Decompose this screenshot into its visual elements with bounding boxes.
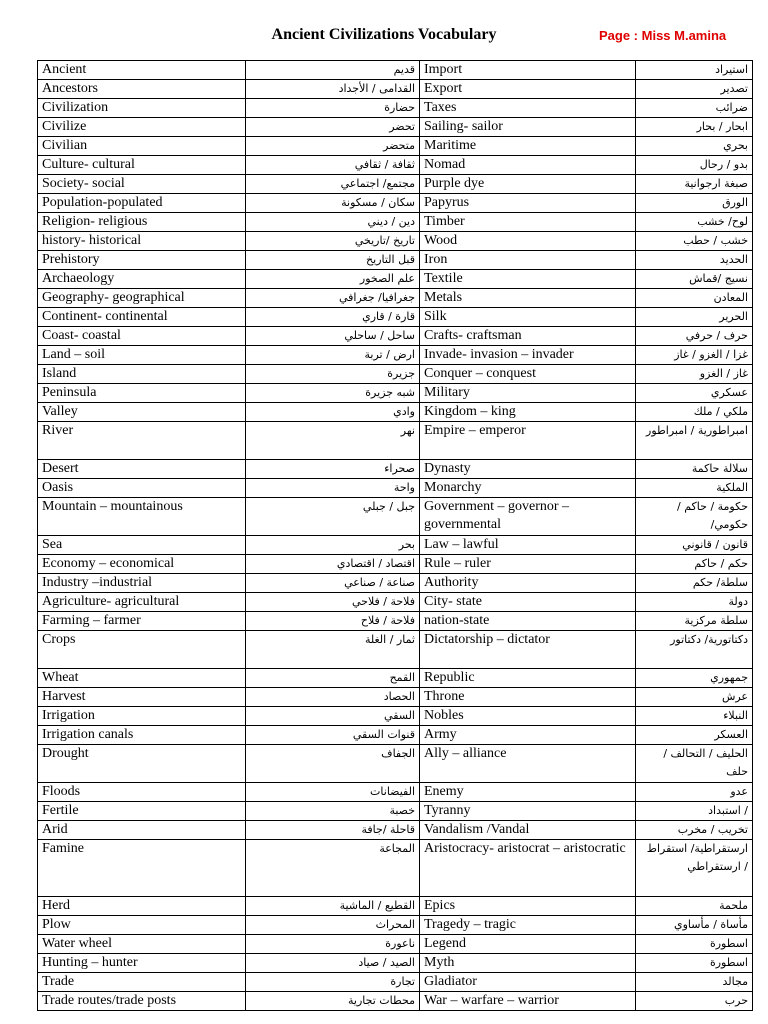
english-term: Drought: [38, 745, 246, 783]
arabic-translation: الملكية: [636, 479, 753, 498]
english-term: Wood: [420, 232, 636, 251]
english-term: Monarchy: [420, 479, 636, 498]
arabic-translation: تخريب / مخرب: [636, 821, 753, 840]
arabic-translation: جبل / جبلي: [246, 498, 420, 536]
arabic-translation: مجتمع/ اجتماعي: [246, 175, 420, 194]
english-term: Irrigation: [38, 707, 246, 726]
english-term: Silk: [420, 308, 636, 327]
arabic-translation: حكومة / حاكم / حكومي/: [636, 498, 753, 536]
english-term: Oasis: [38, 479, 246, 498]
english-term: Conquer – conquest: [420, 365, 636, 384]
english-term: Nomad: [420, 156, 636, 175]
english-term: Herd: [38, 897, 246, 916]
arabic-translation: بحر: [246, 536, 420, 555]
arabic-translation: / استبداد: [636, 802, 753, 821]
arabic-translation: ناعورة: [246, 935, 420, 954]
arabic-translation: تحضر: [246, 118, 420, 137]
arabic-translation: نسيج /قماش: [636, 270, 753, 289]
arabic-translation: الفيضانات: [246, 783, 420, 802]
vocab-row: [38, 536, 753, 555]
arabic-translation: علم الصخور: [246, 270, 420, 289]
arabic-translation: عرش: [636, 688, 753, 707]
english-term: Authority: [420, 574, 636, 593]
english-term: Aristocracy- aristocrat – aristocratic: [420, 840, 636, 897]
arabic-translation: العسكر: [636, 726, 753, 745]
vocab-row: [38, 194, 753, 213]
english-term: Nobles: [420, 707, 636, 726]
english-term: Trade routes/trade posts: [38, 992, 246, 1011]
arabic-translation: فلاحة / فلاحي: [246, 593, 420, 612]
arabic-translation: حكم / حاكم: [636, 555, 753, 574]
arabic-translation: قاحلة /جافة: [246, 821, 420, 840]
page-author-tag: Page : Miss M.amina: [599, 28, 727, 43]
arabic-translation: المجاعة: [246, 840, 420, 897]
vocab-row: [38, 992, 753, 1011]
vocab-row: [38, 897, 753, 916]
english-term: Empire – emperor: [420, 422, 636, 460]
arabic-translation: ابحار / بحار: [636, 118, 753, 137]
arabic-translation: دين / ديني: [246, 213, 420, 232]
english-term: Gladiator: [420, 973, 636, 992]
arabic-translation: دكتاتورية/ دكتاتور: [636, 631, 753, 669]
arabic-translation: عسكري: [636, 384, 753, 403]
english-term: Tragedy – tragic: [420, 916, 636, 935]
arabic-translation: متحضر: [246, 137, 420, 156]
arabic-translation: غاز / الغزو: [636, 365, 753, 384]
english-term: Desert: [38, 460, 246, 479]
english-term: Coast- coastal: [38, 327, 246, 346]
english-term: Valley: [38, 403, 246, 422]
arabic-translation: القدامى / الأجداد: [246, 80, 420, 99]
vocab-row: [38, 156, 753, 175]
english-term: Epics: [420, 897, 636, 916]
english-term: Army: [420, 726, 636, 745]
english-term: Ancestors: [38, 80, 246, 99]
arabic-translation: جغرافيا/ جغرافي: [246, 289, 420, 308]
english-term: Economy – economical: [38, 555, 246, 574]
arabic-translation: النبلاء: [636, 707, 753, 726]
english-term: Government – governor – governmental: [420, 498, 636, 536]
english-term: Fertile: [38, 802, 246, 821]
arabic-translation: بدو / رحال: [636, 156, 753, 175]
arabic-translation: جمهوري: [636, 669, 753, 688]
arabic-translation: تاريخ /تاريخي: [246, 232, 420, 251]
arabic-translation: فلاحة / فلاح: [246, 612, 420, 631]
english-term: Continent- continental: [38, 308, 246, 327]
english-term: Civilian: [38, 137, 246, 156]
arabic-translation: ملحمة: [636, 897, 753, 916]
vocab-row: [38, 308, 753, 327]
vocab-row: [38, 346, 753, 365]
english-term: Irrigation canals: [38, 726, 246, 745]
arabic-translation: اقتصاد / اقتصادي: [246, 555, 420, 574]
english-term: Dynasty: [420, 460, 636, 479]
arabic-translation: ارض / تربة: [246, 346, 420, 365]
arabic-translation: صبغة ارجوانية: [636, 175, 753, 194]
english-term: Legend: [420, 935, 636, 954]
english-term: Population-populated: [38, 194, 246, 213]
english-term: Textile: [420, 270, 636, 289]
arabic-translation: لوح/ خشب: [636, 213, 753, 232]
english-term: Ancient: [38, 61, 246, 80]
english-term: Agriculture- agricultural: [38, 593, 246, 612]
arabic-translation: محطات تجارية: [246, 992, 420, 1011]
vocab-row: [38, 232, 753, 251]
english-term: Enemy: [420, 783, 636, 802]
english-term: Island: [38, 365, 246, 384]
vocab-row: [38, 555, 753, 574]
vocabulary-table: [37, 60, 753, 1011]
english-term: Arid: [38, 821, 246, 840]
english-term: history- historical: [38, 232, 246, 251]
english-term: Civilization: [38, 99, 246, 118]
english-term: Import: [420, 61, 636, 80]
vocab-row: [38, 973, 753, 992]
arabic-translation: صحراء: [246, 460, 420, 479]
vocab-row: [38, 745, 753, 783]
arabic-translation: بحري: [636, 137, 753, 156]
english-term: Prehistory: [38, 251, 246, 270]
english-term: Law – lawful: [420, 536, 636, 555]
arabic-translation: القطيع / الماشية: [246, 897, 420, 916]
english-term: Society- social: [38, 175, 246, 194]
arabic-translation: حرب: [636, 992, 753, 1011]
arabic-translation: الحرير: [636, 308, 753, 327]
arabic-translation: صناعة / صناعي: [246, 574, 420, 593]
arabic-translation: استيراد: [636, 61, 753, 80]
english-term: Hunting – hunter: [38, 954, 246, 973]
arabic-translation: غزا / الغزو / غاز: [636, 346, 753, 365]
arabic-translation: ثمار / الغلة: [246, 631, 420, 669]
arabic-translation: وادي: [246, 403, 420, 422]
arabic-translation: اسطورة: [636, 954, 753, 973]
english-term: Vandalism /Vandal: [420, 821, 636, 840]
arabic-translation: الحصاد: [246, 688, 420, 707]
english-term: Export: [420, 80, 636, 99]
vocab-row: [38, 479, 753, 498]
english-term: Tyranny: [420, 802, 636, 821]
vocab-row: [38, 840, 753, 897]
english-term: Civilize: [38, 118, 246, 137]
arabic-translation: سلطة/ حكم: [636, 574, 753, 593]
vocab-row: [38, 612, 753, 631]
vocab-row: [38, 460, 753, 479]
arabic-translation: خصبة: [246, 802, 420, 821]
english-term: Crops: [38, 631, 246, 669]
arabic-translation: سلالة حاكمة: [636, 460, 753, 479]
english-term: Kingdom – king: [420, 403, 636, 422]
english-term: Archaeology: [38, 270, 246, 289]
arabic-translation: سكان / مسكونة: [246, 194, 420, 213]
english-term: River: [38, 422, 246, 460]
arabic-translation: ضرائب: [636, 99, 753, 118]
vocab-row: [38, 327, 753, 346]
arabic-translation: دولة: [636, 593, 753, 612]
arabic-translation: ارستقراطية/ استقراط / ارستقراطي: [636, 840, 753, 897]
arabic-translation: الورق: [636, 194, 753, 213]
english-term: Military: [420, 384, 636, 403]
vocab-row: [38, 935, 753, 954]
document-title: Ancient Civilizations Vocabulary: [271, 26, 497, 43]
english-term: Water wheel: [38, 935, 246, 954]
vocab-row: [38, 916, 753, 935]
arabic-translation: تجارة: [246, 973, 420, 992]
vocab-row: [38, 118, 753, 137]
english-term: Timber: [420, 213, 636, 232]
vocab-row: [38, 631, 753, 669]
english-term: Invade- invasion – invader: [420, 346, 636, 365]
vocab-row: [38, 574, 753, 593]
english-term: Maritime: [420, 137, 636, 156]
english-term: Religion- religious: [38, 213, 246, 232]
vocab-row: [38, 802, 753, 821]
english-term: Republic: [420, 669, 636, 688]
vocabulary-table-body: [38, 61, 753, 1011]
english-term: Culture- cultural: [38, 156, 246, 175]
arabic-translation: القمح: [246, 669, 420, 688]
english-term: Farming – farmer: [38, 612, 246, 631]
english-term: Metals: [420, 289, 636, 308]
arabic-translation: خشب / حطب: [636, 232, 753, 251]
vocab-row: [38, 593, 753, 612]
vocab-row: [38, 783, 753, 802]
vocab-row: [38, 954, 753, 973]
english-term: War – warfare – warrior: [420, 992, 636, 1011]
english-term: Papyrus: [420, 194, 636, 213]
arabic-translation: جزيرة: [246, 365, 420, 384]
english-term: Plow: [38, 916, 246, 935]
vocab-row: [38, 365, 753, 384]
arabic-translation: المحراث: [246, 916, 420, 935]
arabic-translation: شبه جزيرة: [246, 384, 420, 403]
english-term: Famine: [38, 840, 246, 897]
vocab-row: [38, 213, 753, 232]
english-term: Peninsula: [38, 384, 246, 403]
english-term: Industry –industrial: [38, 574, 246, 593]
arabic-translation: حرف / حرفي: [636, 327, 753, 346]
arabic-translation: سلطة مركزية: [636, 612, 753, 631]
english-term: Crafts- craftsman: [420, 327, 636, 346]
document-header: [0, 26, 768, 48]
arabic-translation: المعادن: [636, 289, 753, 308]
arabic-translation: عدو: [636, 783, 753, 802]
english-term: Taxes: [420, 99, 636, 118]
arabic-translation: ساحل / ساحلي: [246, 327, 420, 346]
english-term: Sailing- sailor: [420, 118, 636, 137]
english-term: Rule – ruler: [420, 555, 636, 574]
arabic-translation: الحديد: [636, 251, 753, 270]
english-term: Dictatorship – dictator: [420, 631, 636, 669]
english-term: Harvest: [38, 688, 246, 707]
vocab-row: [38, 251, 753, 270]
arabic-translation: قديم: [246, 61, 420, 80]
english-term: Trade: [38, 973, 246, 992]
vocab-row: [38, 688, 753, 707]
arabic-translation: قانون / قانوني: [636, 536, 753, 555]
english-term: Land – soil: [38, 346, 246, 365]
english-term: Throne: [420, 688, 636, 707]
arabic-translation: ثقافة / ثقافي: [246, 156, 420, 175]
vocab-row: [38, 289, 753, 308]
arabic-translation: ملكي / ملك: [636, 403, 753, 422]
vocab-row: [38, 422, 753, 460]
english-term: Iron: [420, 251, 636, 270]
english-term: Purple dye: [420, 175, 636, 194]
arabic-translation: مأساة / مأساوي: [636, 916, 753, 935]
arabic-translation: تصدير: [636, 80, 753, 99]
arabic-translation: اسطورة: [636, 935, 753, 954]
arabic-translation: نهر: [246, 422, 420, 460]
english-term: Geography- geographical: [38, 289, 246, 308]
english-term: nation-state: [420, 612, 636, 631]
english-term: Wheat: [38, 669, 246, 688]
english-term: Floods: [38, 783, 246, 802]
vocab-row: [38, 137, 753, 156]
arabic-translation: الصيد / صياد: [246, 954, 420, 973]
arabic-translation: قبل التاريخ: [246, 251, 420, 270]
arabic-translation: قارة / قاري: [246, 308, 420, 327]
arabic-translation: الجفاف: [246, 745, 420, 783]
vocab-row: [38, 669, 753, 688]
english-term: City- state: [420, 593, 636, 612]
arabic-translation: حضارة: [246, 99, 420, 118]
arabic-translation: امبراطورية / امبراطور: [636, 422, 753, 460]
vocab-row: [38, 99, 753, 118]
vocab-row: [38, 403, 753, 422]
vocab-row: [38, 821, 753, 840]
vocab-row: [38, 726, 753, 745]
english-term: Sea: [38, 536, 246, 555]
arabic-translation: السقي: [246, 707, 420, 726]
arabic-translation: مجالد: [636, 973, 753, 992]
english-term: Myth: [420, 954, 636, 973]
vocab-row: [38, 175, 753, 194]
vocab-row: [38, 707, 753, 726]
vocab-row: [38, 384, 753, 403]
arabic-translation: الحليف / التحالف / حلف: [636, 745, 753, 783]
vocab-row: [38, 270, 753, 289]
arabic-translation: قنوات السقي: [246, 726, 420, 745]
english-term: Ally – alliance: [420, 745, 636, 783]
vocab-row: [38, 80, 753, 99]
arabic-translation: واحة: [246, 479, 420, 498]
vocab-row: [38, 61, 753, 80]
vocab-row: [38, 498, 753, 536]
english-term: Mountain – mountainous: [38, 498, 246, 536]
